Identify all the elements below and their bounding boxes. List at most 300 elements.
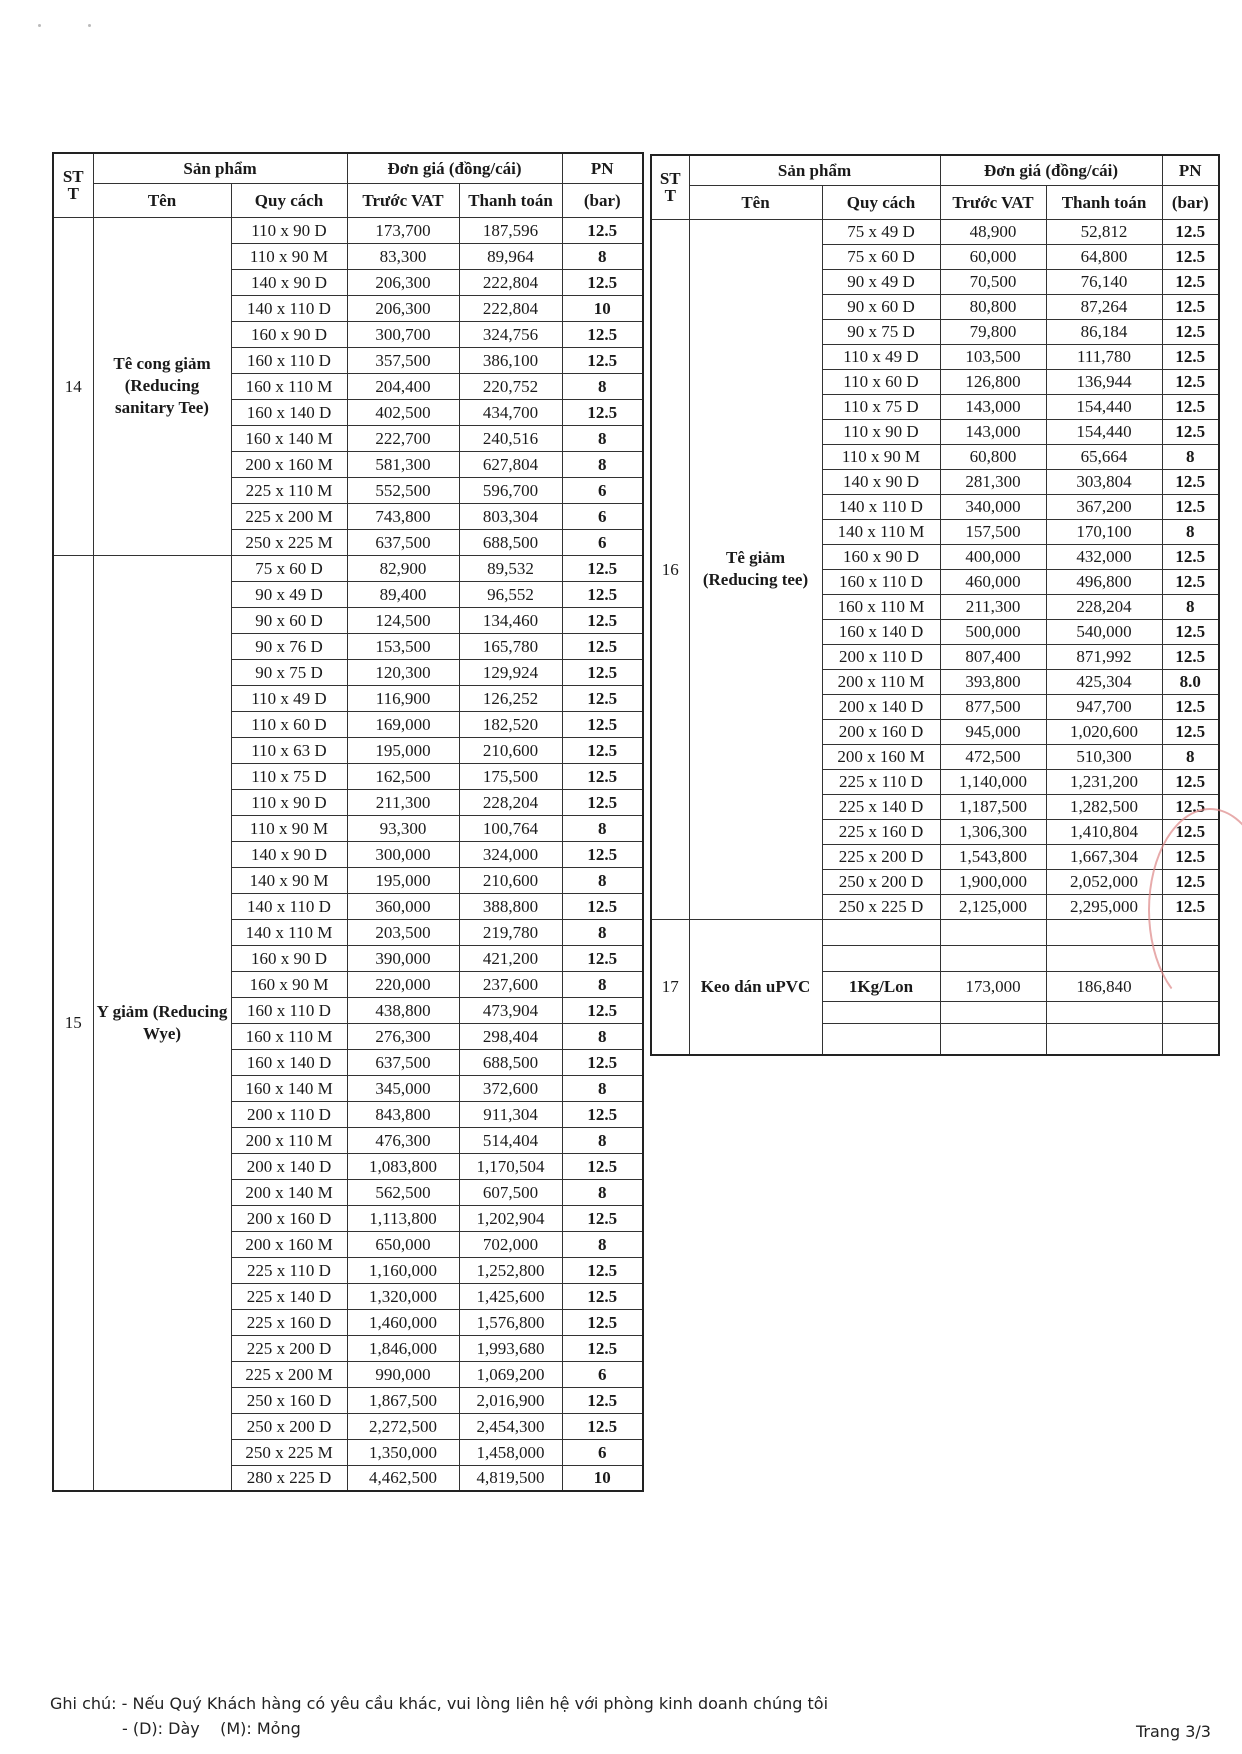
price-before-vat-cell: 120,300 — [347, 659, 459, 685]
pn-cell: 12.5 — [562, 711, 643, 737]
pn-cell: 12.5 — [1162, 644, 1219, 669]
pn-cell: 8 — [562, 1231, 643, 1257]
price-before-vat-cell: 393,800 — [940, 669, 1046, 694]
pn-cell: 12.5 — [1162, 794, 1219, 819]
pn-cell: 12.5 — [562, 633, 643, 659]
spec-cell: 280 x 225 D — [231, 1465, 347, 1491]
price-before-vat-cell: 79,800 — [940, 319, 1046, 344]
price-payment-cell: 627,804 — [459, 451, 562, 477]
pn-cell: 8 — [562, 243, 643, 269]
price-payment-cell: 52,812 — [1046, 219, 1162, 244]
pn-cell: 12.5 — [562, 893, 643, 919]
price-payment-cell: 425,304 — [1046, 669, 1162, 694]
price-before-vat-cell: 103,500 — [940, 344, 1046, 369]
empty-cell — [1046, 1001, 1162, 1023]
price-before-vat-cell: 222,700 — [347, 425, 459, 451]
spec-cell: 110 x 60 D — [231, 711, 347, 737]
price-payment-cell: 1,252,800 — [459, 1257, 562, 1283]
price-payment-cell: 129,924 — [459, 659, 562, 685]
pn-cell: 12.5 — [562, 763, 643, 789]
spec-cell: 160 x 110 D — [231, 347, 347, 373]
price-payment-cell: 100,764 — [459, 815, 562, 841]
header-name: Tên — [93, 183, 231, 217]
right-table-body — [651, 219, 1219, 919]
empty-cell — [940, 1001, 1046, 1023]
spec-cell: 160 x 140 D — [822, 619, 940, 644]
price-payment-cell: 596,700 — [459, 477, 562, 503]
price-before-vat-cell: 195,000 — [347, 867, 459, 893]
pn-cell: 12.5 — [562, 841, 643, 867]
price-before-vat-cell: 82,900 — [347, 555, 459, 581]
pn-cell: 12.5 — [1162, 719, 1219, 744]
price-payment-cell: 421,200 — [459, 945, 562, 971]
price-before-vat-cell: 581,300 — [347, 451, 459, 477]
price-before-vat-cell: 637,500 — [347, 529, 459, 555]
spec-cell: 140 x 110 M — [822, 519, 940, 544]
price-before-vat-cell: 143,000 — [940, 419, 1046, 444]
price-payment-cell: 89,964 — [459, 243, 562, 269]
pn-cell: 12.5 — [562, 1257, 643, 1283]
pn-cell: 8 — [562, 971, 643, 997]
price-payment-cell: 240,516 — [459, 425, 562, 451]
spec-cell: 90 x 60 D — [231, 607, 347, 633]
price-before-vat-cell: 206,300 — [347, 269, 459, 295]
price-payment-cell: 89,532 — [459, 555, 562, 581]
empty-cell — [1046, 1023, 1162, 1055]
price-before-vat-cell: 300,000 — [347, 841, 459, 867]
spec-cell: 225 x 200 D — [231, 1335, 347, 1361]
footer-note-legend: - (D): Dày (M): Mỏng — [122, 1719, 301, 1738]
spec-cell: 250 x 225 D — [822, 894, 940, 919]
price-before-vat-cell: 300,700 — [347, 321, 459, 347]
price-before-vat-cell: 1,113,800 — [347, 1205, 459, 1231]
price-payment-cell: 510,300 — [1046, 744, 1162, 769]
price-before-vat-cell: 89,400 — [347, 581, 459, 607]
spec-cell: 160 x 110 M — [231, 1023, 347, 1049]
pn-cell: 8 — [1162, 444, 1219, 469]
spec-cell: 140 x 110 D — [822, 494, 940, 519]
price-payment-cell: 434,700 — [459, 399, 562, 425]
price-before-vat-cell: 945,000 — [940, 719, 1046, 744]
spec-cell: 160 x 140 M — [231, 425, 347, 451]
header-before-vat: Trước VAT — [347, 183, 459, 217]
spec-cell: 200 x 160 D — [231, 1205, 347, 1231]
spec-cell: 75 x 49 D — [822, 219, 940, 244]
price-payment-cell: 228,204 — [459, 789, 562, 815]
price-before-vat-cell: 60,800 — [940, 444, 1046, 469]
spec-cell: 200 x 160 M — [231, 451, 347, 477]
spec-cell: 110 x 90 M — [231, 243, 347, 269]
spec-cell: 110 x 90 D — [231, 217, 347, 243]
pn-cell: 8 — [562, 815, 643, 841]
spec-cell: 140 x 90 D — [231, 269, 347, 295]
spec-cell: 200 x 140 D — [822, 694, 940, 719]
pn-cell: 12.5 — [1162, 769, 1219, 794]
pn-cell: 12.5 — [1162, 544, 1219, 569]
price-before-vat-cell: 70,500 — [940, 269, 1046, 294]
pn-cell: 12.5 — [562, 789, 643, 815]
pn-cell: 12.5 — [562, 399, 643, 425]
price-payment-cell: 154,440 — [1046, 419, 1162, 444]
spec-cell: 160 x 90 D — [231, 321, 347, 347]
price-before-vat-cell: 203,500 — [347, 919, 459, 945]
header-spec: Quy cách — [822, 185, 940, 219]
empty-cell — [940, 1023, 1046, 1055]
pn-cell: 8 — [1162, 519, 1219, 544]
scan-speck — [88, 24, 91, 27]
header-stt: ST T — [53, 153, 93, 217]
group-name: Y giảm (Reducing Wye) — [93, 555, 231, 1491]
price-before-vat-cell: 116,900 — [347, 685, 459, 711]
spec-cell: 200 x 110 D — [231, 1101, 347, 1127]
price-table-right — [650, 154, 1220, 1056]
spec-cell: 90 x 75 D — [231, 659, 347, 685]
spec-cell: 225 x 160 D — [822, 819, 940, 844]
price-payment-cell: 1,202,904 — [459, 1205, 562, 1231]
price-before-vat-cell: 153,500 — [347, 633, 459, 659]
price-before-vat-cell: 1,900,000 — [940, 869, 1046, 894]
price-before-vat-cell: 1,160,000 — [347, 1257, 459, 1283]
price-payment-cell: 1,170,504 — [459, 1153, 562, 1179]
header-price: Đơn giá (đồng/cái) — [347, 153, 562, 183]
price-before-vat-cell: 340,000 — [940, 494, 1046, 519]
pn-cell: 12.5 — [562, 607, 643, 633]
header-before-vat: Trước VAT — [940, 185, 1046, 219]
price-payment-cell: 220,752 — [459, 373, 562, 399]
spec-cell: 110 x 49 D — [822, 344, 940, 369]
price-payment-cell: 136,944 — [1046, 369, 1162, 394]
price-payment-cell: 170,100 — [1046, 519, 1162, 544]
price-payment-cell: 803,304 — [459, 503, 562, 529]
price-before-vat-cell: 60,000 — [940, 244, 1046, 269]
spec-cell: 160 x 110 D — [231, 997, 347, 1023]
spec-cell: 200 x 110 D — [822, 644, 940, 669]
spec-cell: 200 x 110 M — [822, 669, 940, 694]
price-payment-cell: 688,500 — [459, 1049, 562, 1075]
empty-cell — [1046, 945, 1162, 971]
pn-cell: 12.5 — [562, 737, 643, 763]
pn-cell: 10 — [562, 1465, 643, 1491]
price-payment-cell: 432,000 — [1046, 544, 1162, 569]
price-payment-cell: 111,780 — [1046, 344, 1162, 369]
spec-cell: 110 x 75 D — [231, 763, 347, 789]
empty-cell — [1162, 1023, 1219, 1055]
price-before-vat-cell: 124,500 — [347, 607, 459, 633]
price-before-vat-cell: 843,800 — [347, 1101, 459, 1127]
spec-cell: 75 x 60 D — [231, 555, 347, 581]
spec-cell: 225 x 110 M — [231, 477, 347, 503]
price-before-vat-cell: 402,500 — [347, 399, 459, 425]
price-payment-cell: 702,000 — [459, 1231, 562, 1257]
pn-cell: 8 — [1162, 594, 1219, 619]
spec-cell: 90 x 76 D — [231, 633, 347, 659]
pn-cell: 12.5 — [562, 581, 643, 607]
pn-cell: 8 — [562, 373, 643, 399]
price-before-vat-cell: 743,800 — [347, 503, 459, 529]
spec-cell: 140 x 110 D — [231, 295, 347, 321]
price-before-vat-cell: 552,500 — [347, 477, 459, 503]
pn-cell: 12.5 — [1162, 469, 1219, 494]
table-row — [651, 219, 1219, 244]
spec-cell: 250 x 200 D — [231, 1413, 347, 1439]
spec-cell: 225 x 110 D — [231, 1257, 347, 1283]
pn-cell: 12.5 — [562, 1309, 643, 1335]
price-payment-cell: 86,184 — [1046, 319, 1162, 344]
header-product: Sản phẩm — [689, 155, 940, 185]
price-before-vat-cell: 500,000 — [940, 619, 1046, 644]
price-payment-cell: 1,231,200 — [1046, 769, 1162, 794]
spec-cell: 160 x 90 D — [231, 945, 347, 971]
table-row — [53, 555, 643, 581]
spec-cell: 160 x 90 D — [822, 544, 940, 569]
price-before-vat-cell: 360,000 — [347, 893, 459, 919]
spec-cell: 160 x 140 D — [231, 399, 347, 425]
pn-cell: 8 — [562, 425, 643, 451]
price-payment-cell: 222,804 — [459, 295, 562, 321]
price-before-vat-cell: 1,187,500 — [940, 794, 1046, 819]
pn-cell: 12.5 — [562, 659, 643, 685]
price-payment-cell: 210,600 — [459, 867, 562, 893]
spec-cell: 110 x 49 D — [231, 685, 347, 711]
spec-cell: 140 x 90 D — [231, 841, 347, 867]
price-payment-cell: 1,282,500 — [1046, 794, 1162, 819]
pn-cell: 8 — [562, 919, 643, 945]
price-before-vat-cell: 1,306,300 — [940, 819, 1046, 844]
price-before-vat-cell: 211,300 — [347, 789, 459, 815]
price-payment-cell: 911,304 — [459, 1101, 562, 1127]
price-before-vat-cell: 476,300 — [347, 1127, 459, 1153]
header-name: Tên — [689, 185, 822, 219]
price-payment-cell: 514,404 — [459, 1127, 562, 1153]
pn-cell: 6 — [562, 477, 643, 503]
price-before-vat-cell: 807,400 — [940, 644, 1046, 669]
price-before-vat-cell: 438,800 — [347, 997, 459, 1023]
pn-cell: 6 — [562, 1439, 643, 1465]
price-before-vat-cell: 990,000 — [347, 1361, 459, 1387]
spec-cell: 160 x 140 M — [231, 1075, 347, 1101]
empty-cell — [940, 919, 1046, 945]
price-payment-cell: 96,552 — [459, 581, 562, 607]
price-payment-cell: 1,576,800 — [459, 1309, 562, 1335]
pn-cell: 12.5 — [1162, 269, 1219, 294]
group-name: Tê cong giảm (Reducing sanitary Tee) — [93, 217, 231, 555]
pn-cell: 12.5 — [1162, 419, 1219, 444]
price-before-vat-cell: 400,000 — [940, 544, 1046, 569]
price-before-vat-cell: 357,500 — [347, 347, 459, 373]
spec-cell: 110 x 90 D — [231, 789, 347, 815]
pn-cell: 12.5 — [562, 321, 643, 347]
left-table-body — [53, 217, 643, 1491]
pn-cell: 12.5 — [562, 997, 643, 1023]
price-before-vat-cell: 1,867,500 — [347, 1387, 459, 1413]
price-payment-cell: 134,460 — [459, 607, 562, 633]
price-payment-cell: 1,410,804 — [1046, 819, 1162, 844]
spec-cell: 140 x 90 M — [231, 867, 347, 893]
group-stt: 16 — [651, 219, 689, 919]
price-before-vat-cell: 83,300 — [347, 243, 459, 269]
header-payment: Thanh toán — [459, 183, 562, 217]
pn-cell: 12.5 — [1162, 244, 1219, 269]
price-payment-cell: 87,264 — [1046, 294, 1162, 319]
price-payment-cell: 496,800 — [1046, 569, 1162, 594]
pn-cell: 12.5 — [562, 555, 643, 581]
pn-cell: 8 — [562, 1023, 643, 1049]
spec-cell: 250 x 200 D — [822, 869, 940, 894]
price-before-vat-cell: 1,083,800 — [347, 1153, 459, 1179]
pn-cell: 8 — [562, 1127, 643, 1153]
spec-cell: 200 x 110 M — [231, 1127, 347, 1153]
price-payment-cell: 237,600 — [459, 971, 562, 997]
empty-cell — [940, 945, 1046, 971]
group-stt: 15 — [53, 555, 93, 1491]
header-stt: ST T — [651, 155, 689, 219]
price-payment-cell: 126,252 — [459, 685, 562, 711]
price-before-vat-cell: 157,500 — [940, 519, 1046, 544]
price-before-vat-cell: 637,500 — [347, 1049, 459, 1075]
group-stt: 14 — [53, 217, 93, 555]
price-payment-cell: 386,100 — [459, 347, 562, 373]
price-before-vat-cell: 206,300 — [347, 295, 459, 321]
group-name: Tê giảm (Reducing tee) — [689, 219, 822, 919]
price-table-left — [52, 152, 644, 1492]
pn-cell: 12.5 — [1162, 619, 1219, 644]
pn-cell: 6 — [562, 1361, 643, 1387]
spec-cell: 140 x 110 M — [231, 919, 347, 945]
price-before-vat-cell: 1,846,000 — [347, 1335, 459, 1361]
pn-cell: 12.5 — [1162, 319, 1219, 344]
price-payment-cell: 165,780 — [459, 633, 562, 659]
header-pn-unit: (bar) — [1162, 185, 1219, 219]
price-payment-cell: 1,020,600 — [1046, 719, 1162, 744]
price-payment-cell: 2,016,900 — [459, 1387, 562, 1413]
header-spec: Quy cách — [231, 183, 347, 217]
pn-cell: 12.5 — [1162, 394, 1219, 419]
price-before-vat-cell: 204,400 — [347, 373, 459, 399]
pn-cell: 12.5 — [1162, 894, 1219, 919]
price-before-vat-cell: 162,500 — [347, 763, 459, 789]
price-payment-cell: 210,600 — [459, 737, 562, 763]
price-before-vat-cell: 1,460,000 — [347, 1309, 459, 1335]
pn-cell: 12.5 — [1162, 694, 1219, 719]
price-before-vat-cell: 2,125,000 — [940, 894, 1046, 919]
price-payment-cell: 219,780 — [459, 919, 562, 945]
glue-spec: 1Kg/Lon — [822, 971, 940, 1001]
price-payment-cell: 175,500 — [459, 763, 562, 789]
pn-cell: 12.5 — [562, 1205, 643, 1231]
price-before-vat-cell: 460,000 — [940, 569, 1046, 594]
price-payment-cell: 947,700 — [1046, 694, 1162, 719]
price-before-vat-cell: 390,000 — [347, 945, 459, 971]
price-before-vat-cell: 195,000 — [347, 737, 459, 763]
header-price: Đơn giá (đồng/cái) — [940, 155, 1162, 185]
price-before-vat-cell: 1,350,000 — [347, 1439, 459, 1465]
header-pn-unit: (bar) — [562, 183, 643, 217]
spec-cell: 200 x 160 D — [822, 719, 940, 744]
pn-cell: 12.5 — [1162, 369, 1219, 394]
glue-name: Keo dán uPVC — [689, 919, 822, 1055]
spec-cell: 200 x 140 D — [231, 1153, 347, 1179]
page-number: Trang 3/3 — [1136, 1722, 1211, 1741]
price-payment-cell: 367,200 — [1046, 494, 1162, 519]
glue-stt: 17 — [651, 919, 689, 1055]
spec-cell: 140 x 90 D — [822, 469, 940, 494]
price-payment-cell: 1,069,200 — [459, 1361, 562, 1387]
price-before-vat-cell: 276,300 — [347, 1023, 459, 1049]
pn-cell: 12.5 — [1162, 344, 1219, 369]
price-before-vat-cell: 126,800 — [940, 369, 1046, 394]
pn-cell: 6 — [562, 529, 643, 555]
pn-cell: 12.5 — [562, 1335, 643, 1361]
price-payment-cell: 473,904 — [459, 997, 562, 1023]
scan-speck — [38, 24, 41, 27]
price-before-vat-cell: 48,900 — [940, 219, 1046, 244]
price-payment-cell: 1,425,600 — [459, 1283, 562, 1309]
spec-cell: 250 x 160 D — [231, 1387, 347, 1413]
pn-cell: 8 — [562, 867, 643, 893]
pn-cell: 12.5 — [562, 1101, 643, 1127]
price-payment-cell: 222,804 — [459, 269, 562, 295]
price-payment-cell: 65,664 — [1046, 444, 1162, 469]
spec-cell: 225 x 140 D — [822, 794, 940, 819]
price-payment-cell: 2,295,000 — [1046, 894, 1162, 919]
price-before-vat-cell: 562,500 — [347, 1179, 459, 1205]
spec-cell: 160 x 110 D — [822, 569, 940, 594]
price-before-vat-cell: 650,000 — [347, 1231, 459, 1257]
spec-cell: 75 x 60 D — [822, 244, 940, 269]
spec-cell: 250 x 225 M — [231, 529, 347, 555]
spec-cell: 110 x 75 D — [822, 394, 940, 419]
price-payment-cell: 607,500 — [459, 1179, 562, 1205]
spec-cell: 90 x 60 D — [822, 294, 940, 319]
price-payment-cell: 540,000 — [1046, 619, 1162, 644]
spec-cell: 90 x 49 D — [231, 581, 347, 607]
price-before-vat-cell: 1,320,000 — [347, 1283, 459, 1309]
pn-cell: 12.5 — [562, 1387, 643, 1413]
spec-cell: 110 x 63 D — [231, 737, 347, 763]
pn-cell: 12.5 — [1162, 294, 1219, 319]
price-payment-cell: 303,804 — [1046, 469, 1162, 494]
price-before-vat-cell: 93,300 — [347, 815, 459, 841]
price-before-vat-cell: 143,000 — [940, 394, 1046, 419]
pn-cell: 12.5 — [562, 269, 643, 295]
header-product: Sản phẩm — [93, 153, 347, 183]
pn-cell: 8.0 — [1162, 669, 1219, 694]
spec-cell: 90 x 49 D — [822, 269, 940, 294]
price-before-vat-cell: 877,500 — [940, 694, 1046, 719]
price-before-vat-cell: 1,140,000 — [940, 769, 1046, 794]
spec-cell: 225 x 110 D — [822, 769, 940, 794]
spec-cell: 200 x 160 M — [231, 1231, 347, 1257]
spec-cell: 110 x 60 D — [822, 369, 940, 394]
price-payment-cell: 1,667,304 — [1046, 844, 1162, 869]
pn-cell: 6 — [562, 503, 643, 529]
price-before-vat-cell: 80,800 — [940, 294, 1046, 319]
price-before-vat-cell: 220,000 — [347, 971, 459, 997]
spec-cell: 160 x 90 M — [231, 971, 347, 997]
pn-cell: 8 — [562, 1179, 643, 1205]
header-pn: PN — [562, 153, 643, 183]
price-before-vat-cell: 472,500 — [940, 744, 1046, 769]
pn-cell: 12.5 — [562, 1049, 643, 1075]
glue-payment: 186,840 — [1046, 971, 1162, 1001]
footer-note: Ghi chú: - Nếu Quý Khách hàng có yêu cầu khác, vui lòng liên hệ với phòng kinh doanh chúng tôi — [50, 1694, 829, 1713]
spec-cell: 110 x 90 D — [822, 419, 940, 444]
pn-cell: 12.5 — [1162, 569, 1219, 594]
price-payment-cell: 372,600 — [459, 1075, 562, 1101]
spec-cell: 200 x 160 M — [822, 744, 940, 769]
spec-cell: 225 x 200 D — [822, 844, 940, 869]
spec-cell: 160 x 140 D — [231, 1049, 347, 1075]
